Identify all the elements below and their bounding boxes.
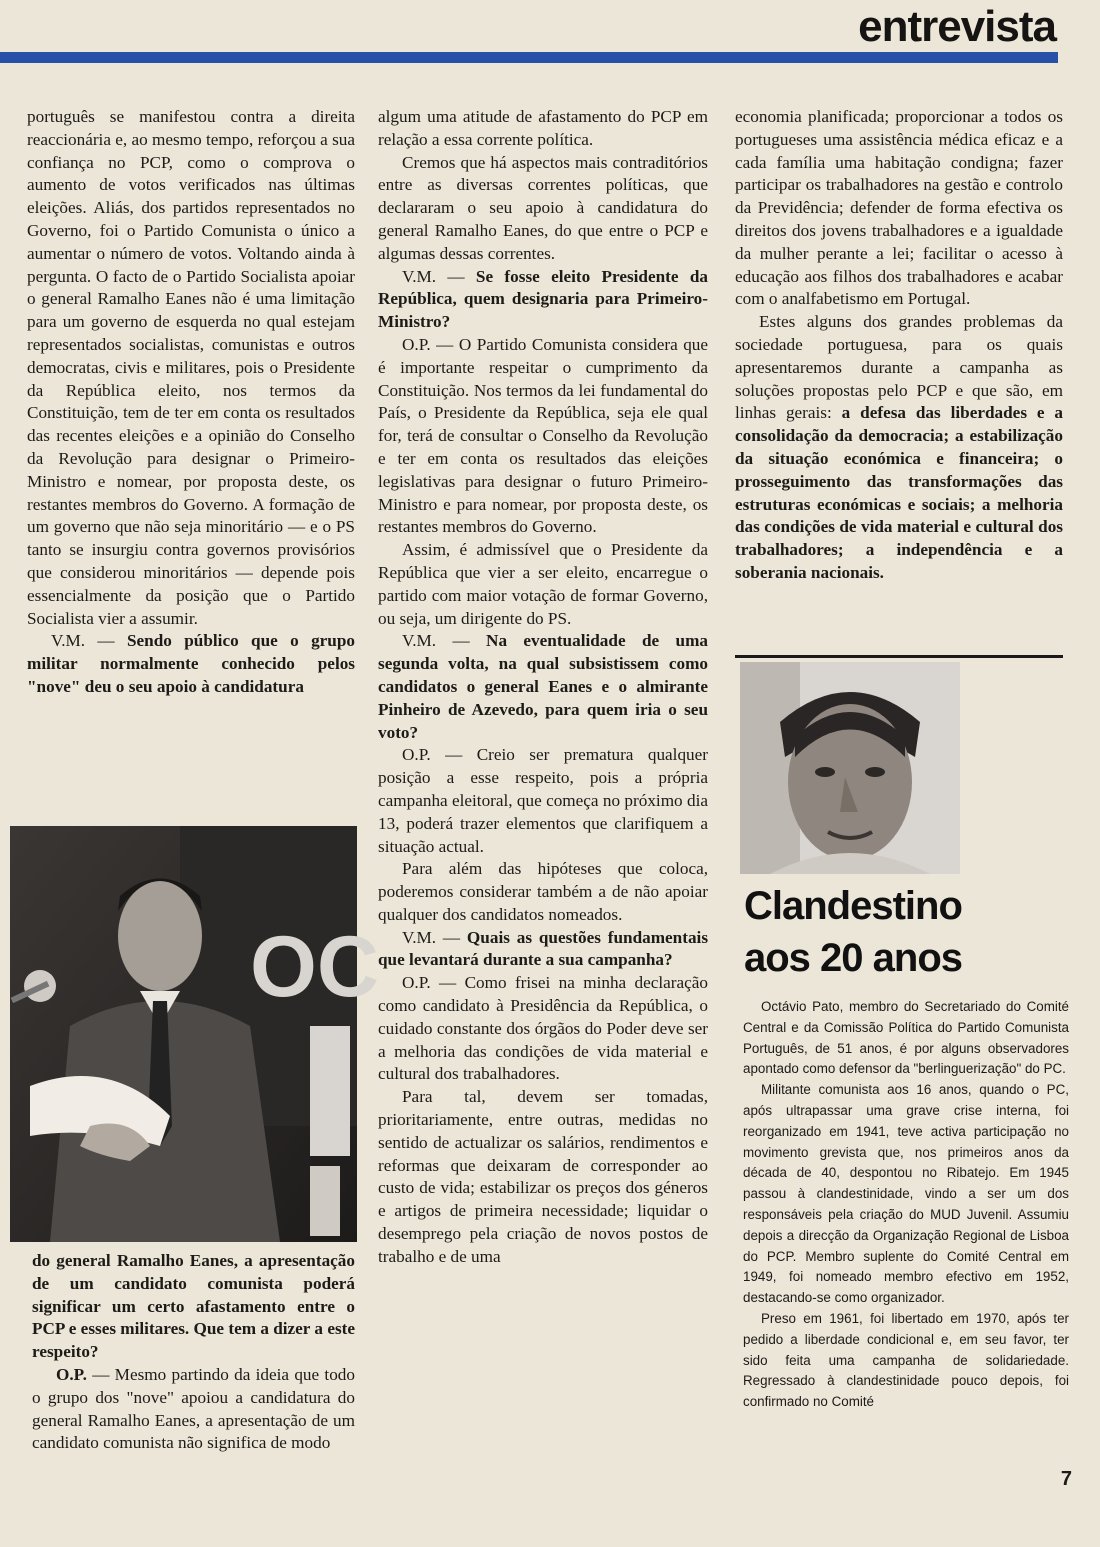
speaker: V.M. — — [402, 266, 465, 286]
speaker: O.P. — [402, 745, 431, 765]
bio-paragraph: Octávio Pato, membro do Secretariado do Comité Central e da Comissão Política do Partido Comunista Português, de 51 anos, é por alguns observadores apontado como defensor da "berlinguerização" do PC. — [743, 999, 1069, 1077]
speaker: O.P. — [402, 973, 431, 993]
header-rule — [0, 52, 1058, 63]
paragraph: Cremos que há aspectos mais contraditórios entre as diversas correntes políticas, que declararam o seu apoio à candidatura do general Ramalho Eanes, do que entre o PCP e algumas dessas correntes. — [378, 152, 708, 263]
paragraph — [735, 311, 1063, 585]
column-1 — [27, 106, 355, 699]
section-title: entrevista — [858, 2, 1056, 51]
speaker: O.P. — [56, 1364, 87, 1384]
paragraph: Para tal, devem ser tomadas, prioritariamente, entre outras, medidas no sentido de actualizar os salários, rendimentos e reformas que deixaram de corresponder ao custo de vida; estabilizar os preços dos géneros e artigos de primeira necessidade; liquidar o desemprego pela criação de novos postos de trabalho e de uma — [378, 1087, 708, 1266]
paragraph-text: Estes alguns dos grandes problemas da sociedade portuguesa, para os quais apresentaremos durante a campanha as soluções propostas pelo PCP e que são, em linhas gerais: — [735, 312, 1063, 423]
sidebar-bio — [743, 997, 1069, 1413]
column-1-lower — [32, 1250, 355, 1455]
answer-text: — O Partido Comunista considera que é importante respeitar o cumprimento da Constituição. Nos termos da lei fundamental do País, o Presidente da República, seja ele qual for, terá de consultar o Conselho da Revolução e ter em conta os resultados das eleições legislativas para designar o futuro Primeiro-Ministro e para nomear, por proposta deste, os restantes membros do Governo. — [378, 334, 709, 537]
answer-text: — Como frisei na minha declaração como candidato à Presidência da República, o cuidado constante dos órgãos do Poder deve ser a melhoria das condições de vida material e cultural dos trabalhadores. — [378, 973, 708, 1084]
answer-text: — Creio ser prematura qualquer posição a esse respeito, pois a própria campanha eleitoral, que começa no próximo dia 13, poderá trazer elementos que clarifiquem a situação actual. — [378, 745, 708, 856]
speaker-photo — [10, 826, 379, 1242]
paragraph: economia planificada; proporcionar a todos os portugueses uma assistência médica eficaz e a cada família uma habitação condigna; fazer participar os trabalhadores na gestão e controlo da Previdência; defender de forma efectiva os direitos dos jovens trabalhadores e a igualdade da mulher perante a lei; facilitar o acesso à educação aos filhos dos trabalhadores e acabar com o analfabetismo em Portugal. — [735, 107, 1063, 309]
banner-text: OC — [250, 919, 379, 1015]
question — [378, 266, 708, 334]
paragraph: algum uma atitude de afastamento do PCP em relação a essa corrente política. — [378, 107, 708, 149]
answer — [378, 972, 708, 1086]
question-continued: do general Ramalho Eanes, a apresentação de um candidato comunista poderá significar um certo afastamento entre o PCP e esses militares. Que tem a dizer a este respeito? — [32, 1251, 355, 1362]
speaker: V.M. — — [51, 631, 115, 651]
column-3 — [735, 106, 1063, 585]
answer-text: — Mesmo partindo da ideia que todo o grupo dos "nove" apoiou a candidatura do general Ramalho Eanes, a apresentação de um candidato comunista não significa de modo — [32, 1364, 355, 1453]
headline-line: aos 20 anos — [744, 936, 963, 980]
question-text: Sendo público que o grupo militar normalmente conhecido pelos "nove" deu o seu apoio à candidatura — [27, 631, 356, 696]
sidebar-divider — [735, 655, 1063, 658]
speaker: V.M. — — [402, 631, 470, 651]
question-text: Se fosse eleito Presidente da República, quem designaria para Primeiro-Ministro? — [378, 266, 709, 332]
answer — [378, 334, 708, 539]
portrait-photo — [740, 662, 960, 874]
question-text: Na eventualidade de uma segunda volta, na qual subsistissem como candidatos o general Eanes e o almirante Pinheiro de Azevedo, para quem iria o seu voto? — [378, 631, 709, 742]
question — [378, 630, 708, 744]
page-number: 7 — [1060, 1468, 1072, 1490]
answer — [32, 1364, 355, 1455]
headline-line: Clandestino — [744, 884, 962, 928]
speaker: O.P. — [402, 334, 431, 354]
answer — [378, 744, 708, 858]
question-text: Quais as questões fundamentais que levantará durante a sua campanha? — [378, 927, 709, 970]
speaker-photo-illustration — [10, 826, 379, 1242]
paragraph: Assim, é admissível que o Presidente da República que vier a ser eleito, encarregue o partido com maior votação de formar Governo, ou seja, um dirigente do PS. — [378, 540, 708, 628]
question — [378, 927, 708, 973]
paragraph-emphasis: a defesa das liberdades e a consolidação da democracia; a estabilização da situação económica e financeira; o prosseguimento das transformações das estruturas económicas e sociais; a melhoria das condições de vida material e cultural dos trabalhadores; a independência e a soberania nacionais. — [735, 403, 1064, 582]
sidebar-headline — [744, 880, 1074, 984]
portrait-illustration — [740, 662, 960, 874]
question — [27, 630, 355, 698]
column-2 — [378, 106, 708, 1269]
bio-paragraph: Preso em 1961, foi libertado em 1970, após ter pedido a liberdade condicional e, em seu favor, ter sido feita uma campanha de solidariedade. Regressado à clandestinidade pouco depois, foi confirmado no Comité — [743, 1310, 1069, 1410]
bio-paragraph: Militante comunista aos 16 anos, quando o PC, após ultrapassar uma grave crise interna, foi reorganizado em 1941, teve activa participação no movimento grevista que, nos primeiros anos da década de 40, despontou no Ribatejo. Em 1945 passou à clandestinidade, vindo a ser um dos responsáveis pela criação do MUD Juvenil. Assumiu depois a direcção da Organização Regional de Lisboa do PCP. Membro suplente do Comité Central em 1949, foi nomeado membro efectivo em 1952, destacando-se como organizador. — [743, 1082, 1069, 1306]
speaker: V.M. — — [402, 927, 461, 947]
paragraph: Para além das hipóteses que coloca, poderemos considerar também a de não apoiar qualquer dos candidatos nomeados. — [378, 859, 708, 924]
paragraph: português se manifestou contra a direita reaccionária e, ao mesmo tempo, reforçou a sua confiança no PCP, como o comprova o aumento de votos verificados nas últimas eleições. Aliás, dos partidos representados no Governo, foi o Partido Comunista o único a aumentar o número de votos. Voltando ainda à pergunta. O facto de o Partido Socialista apoiar o general Ramalho Eanes não é uma limitação para um governo de esquerda no qual estejam representados socialistas, comunistas e outros democratas, civis e militares, pois o Presidente da República eleito, nos termos da Constituição, tem de ter em conta os resultados das recentes eleições e a opinião do Conselho da Revolução para designar o Primeiro-Ministro e nomear, por proposta deste, os restantes membros do Governo. A formação de um governo que não seja minoritário — e o PS tanto se insurgiu contra governos provisórios que considerou minoritários — depende pois essencialmente da posição que o Partido Socialista vier a assumir. — [27, 107, 355, 628]
